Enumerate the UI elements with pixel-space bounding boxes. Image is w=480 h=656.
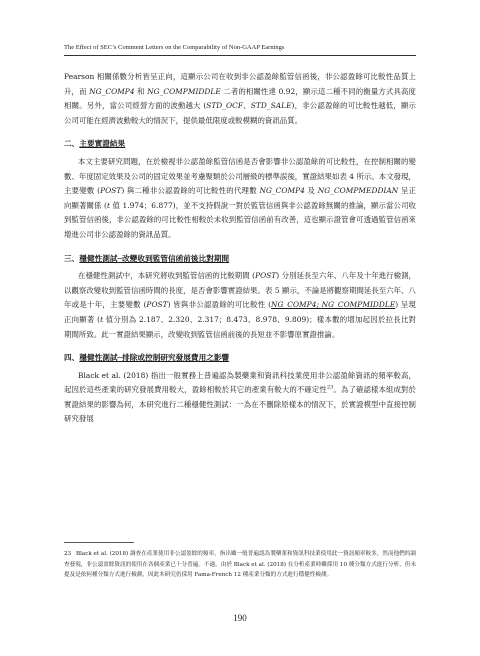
section-heading-4: 四、穩健性測試─排除或控制研究發展費用之影響 (64, 353, 230, 363)
footnote (64, 549, 416, 581)
variable-std-sale: STD_SALE (250, 101, 292, 111)
section3-paragraph: 在穩健性測試中，本研究將收到監管信函的比較期間 (POST) 分別延長至六年、八年及十年進行檢測，以觀察改變收到監管信函時間的長度，是否會影響實證結果。表 5 顯示，不論是將觀察期間延長至六年、八年或是十年，主要變數 (POST) 皆與非公認盈餘的可比較性 (NG_COMP4; NG_COMPMIDDLE) 呈現正向顯著 (t 值分別為 2.187、2.320、2.317；8.473、8.978、9.809)；樣本數的增加起因於拉長比對期間所致。此一實證結果顯示，改變收到監管信函前後的長短並不影響原實證推論。 (64, 271, 416, 339)
footnote-text: Black et al. (2018) 調查在產業使用非公認盈餘的頻率，指出雖一般普遍認為製藥業和資訊科技業使用此一資訊頻率較多，然而他們的調查發現，非公認盈餘資訊的使用在各個產業已十分普遍。不過，由於 Black et al. (2018) 在分析產業時雖採用 10 種分類方式進行分析，但未提及是依何種分類方式進行檢測，因此本研究仍採用 Fama-French 12 種產業分類的方式進行穩健性檢測。 (64, 551, 416, 579)
footnote-marker[interactable]: 23 (326, 384, 334, 391)
section-title-2: 主要實證結果 (79, 139, 126, 149)
section-heading-3: 三、穩健性測試─改變收到監管信函前後比對期間 (64, 253, 230, 263)
page-number: 190 (233, 613, 247, 623)
variable-ng-comp4: NG_COMP4 (89, 86, 135, 96)
section-title-4: 穩健性測試─排除或控制研究發展費用之影響 (79, 353, 230, 363)
variable-ng-compmiddle: NG_COMPMIDDLE (147, 86, 221, 96)
footnote-number: 23 (64, 551, 72, 557)
section-title-3: 穩健性測試─改變收到監管信函前後比對期間 (79, 253, 230, 263)
header-rule (64, 55, 416, 56)
section2-paragraph: 本文主要研究問題，在於檢視非公認盈餘監管信函是否會影響非公認盈餘的可比較性，在控制相關的變數、年度固定效果及公司的固定效果並考慮聚類於公司層級的標準誤後，實證結果如表 4 所示。本文發現，主要變數 (POST) 與二種非公認盈餘的可比較性的代理數 NG_COMP4 及 NG_COMPMEDDIAN 呈正向顯著關係 (t 值 1.974；6.877)，並不支持假說一對於監管信函與非公認盈餘無關的推論，顯示當公司收到監管信函後，非公認盈餘的可比較性相較於未收到監管信函前有改善，這也顯示證管會可透過監管信函來增進公司非公認盈餘的資訊品質。 (64, 156, 416, 239)
section4-paragraph: Black et al. (2018) 指出一般實務上普遍認為製藥業和資訊科技業使用非公認盈餘資訊的頻率較高，起因於這些產業的研究發展費用較大，盈餘相較於其它的產業有較大的不確定性$^{23}$。為了確認樣本組成對於實證結果的影響為何，本研究進行二種穩健性測試：一為在不刪除原樣本的情況下，於實證模型中直接控制研究發展 (64, 370, 416, 424)
section-heading-2: 二、主要實證結果 (64, 139, 126, 149)
running-head: The Effect of SEC’s Comment Letters on the Comparability of Non-GAAP Earnings (64, 44, 285, 51)
intro-paragraph: Pearson 相關係數分析皆呈正向，這顯示公司在收到非公認盈餘監管信函後，非公認盈餘可比較性品質上升，而 NG_COMP4 和 NG_COMPMIDDLE 二者的相關性達 0.92，顯示這二種不同的衡量方式具高度相關。另外，當公司經營方面的波動越大 (STD_OCF、STD_SALE)，非公認盈餘的可比較性越低，顯示公司可能在經濟波動較大的情況下，提供最低限度或較模糊的資訊品質。 (64, 72, 416, 125)
footnote-rule (64, 542, 134, 543)
body-text (64, 70, 416, 427)
variable-std-ocf: STD_OCF (206, 101, 244, 111)
